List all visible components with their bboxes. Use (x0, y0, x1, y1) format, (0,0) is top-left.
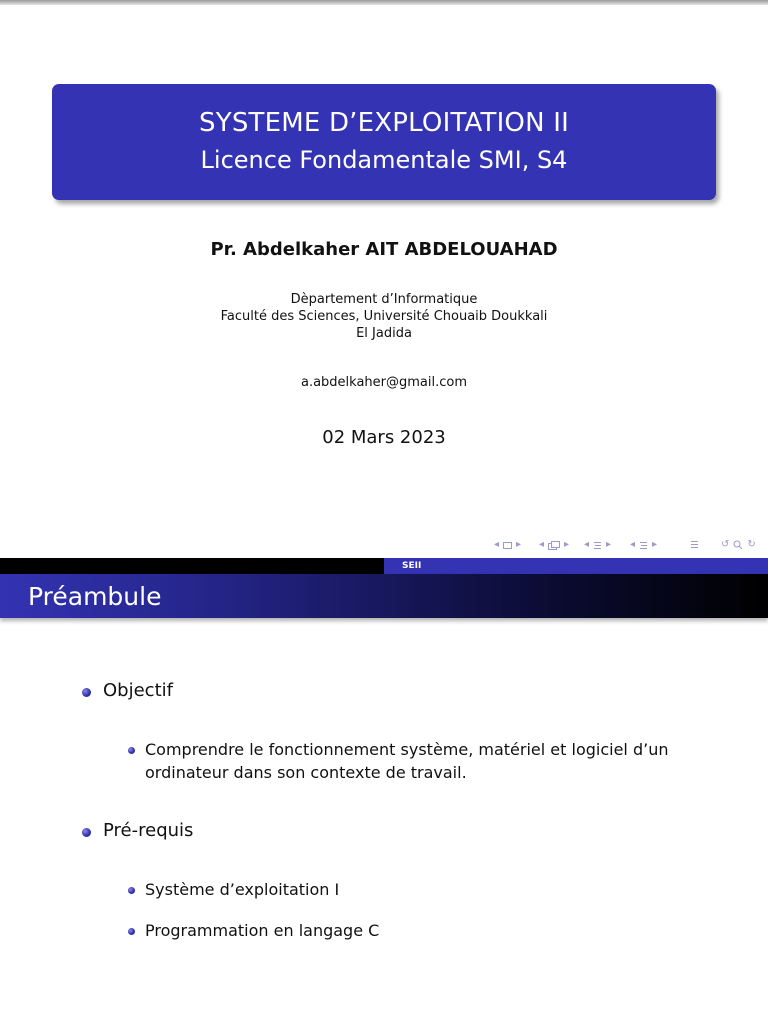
bullet-icon (82, 828, 91, 837)
presentation-title: SYSTEME D’EXPLOITATION II (199, 108, 569, 138)
footline-short-title: SEII (402, 561, 422, 571)
footline-left (0, 558, 384, 574)
institute-line: Dèpartement d’Informatique (290, 292, 478, 307)
prerequisite-text: Programmation en langage C (145, 921, 380, 940)
footline-right (384, 558, 768, 574)
title-box (52, 84, 716, 200)
title-slide (0, 5, 768, 558)
frame-title-bar (0, 574, 768, 618)
nav-search-icon[interactable]: ↺ ↻ (721, 539, 756, 550)
nav-document-icon[interactable]: ◂ ▸ (630, 539, 658, 550)
institute-line: El Jadida (356, 326, 412, 341)
frame-title: Préambule (28, 581, 162, 611)
nav-frame-icon[interactable]: ◂ ▸ (494, 539, 522, 550)
institute-line: Faculté des Sciences, Université Chouaib Doukkali (220, 309, 548, 324)
bullet-icon (128, 887, 135, 894)
author-email: a.abdelkaher@gmail.com (300, 375, 468, 390)
section-label: Objectif (103, 680, 173, 701)
presentation-date: 02 Mars 2023 (322, 427, 446, 448)
author-name: Pr. Abdelkaher AIT ABDELOUAHAD (210, 239, 558, 260)
prerequisite-text: Système d’exploitation I (145, 880, 340, 899)
presentation-subtitle: Licence Fondamentale SMI, S4 (200, 146, 568, 174)
institute-block (0, 291, 768, 342)
slide-footline (0, 558, 768, 574)
bullet-icon (82, 688, 91, 697)
section-label: Pré-requis (103, 820, 194, 841)
nav-section-icon[interactable]: ◂ ▸ (584, 539, 612, 550)
nav-toc-icon[interactable] (690, 540, 699, 549)
nav-subsection-icon[interactable]: ◂ ▸ (539, 539, 570, 550)
objective-text: Comprendre le fonctionnement système, matériel et logiciel d’un ordinateur dans son contexte de travail. (145, 740, 669, 782)
bullet-icon (128, 747, 135, 754)
bullet-icon (128, 928, 135, 935)
